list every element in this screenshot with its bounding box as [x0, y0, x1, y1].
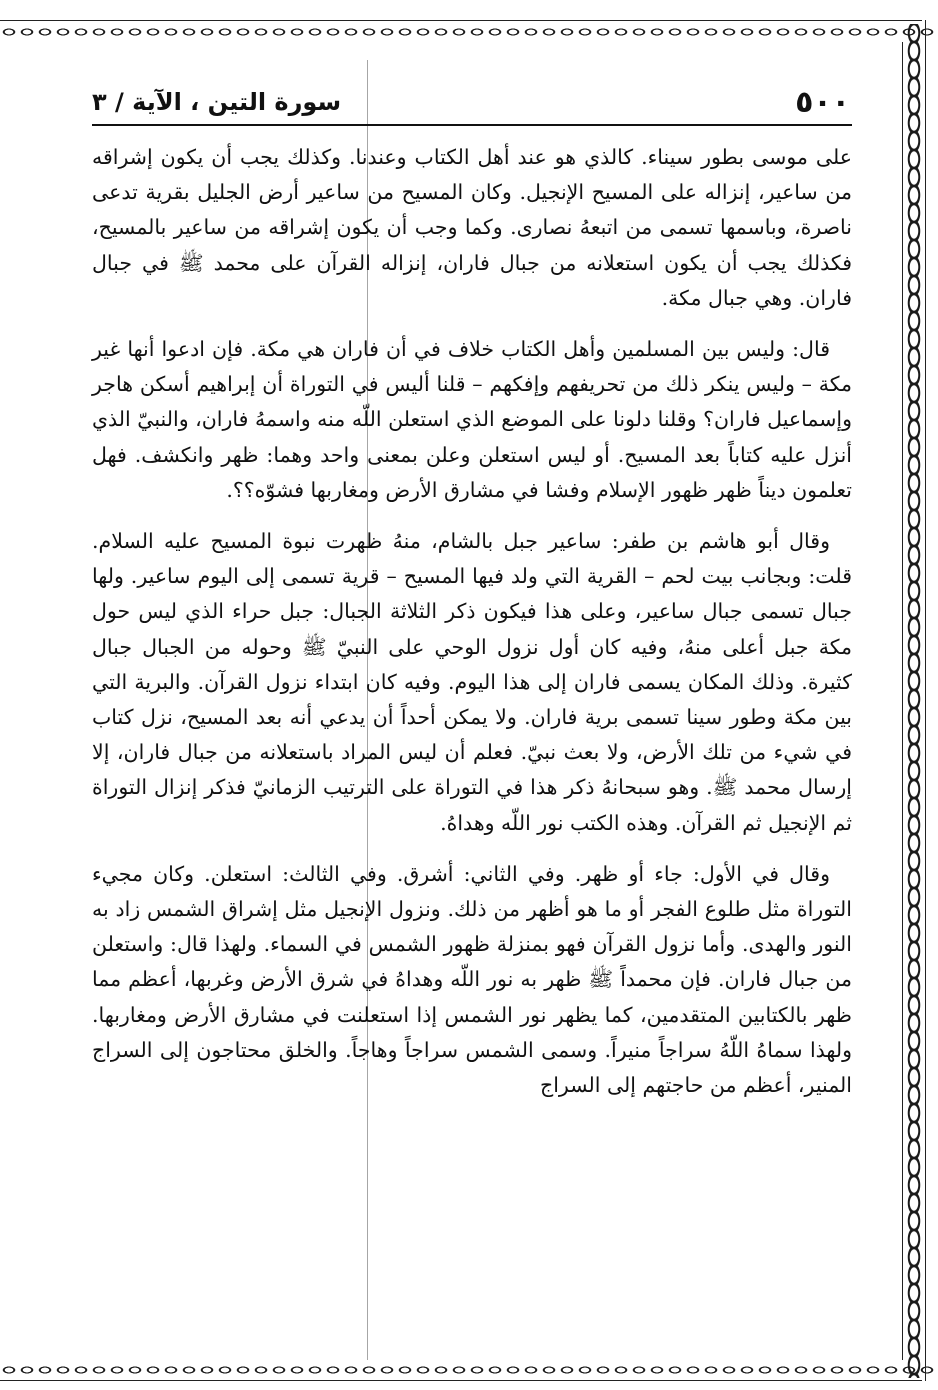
header-rule — [92, 124, 852, 126]
decorative-border-bottom — [0, 1362, 938, 1378]
paragraph-2: قال: وليس بين المسلمين وأهل الكتاب خلاف في أن فاران هي مكة. فإن ادعوا أنها غير مكة – وليس ينكر ذلك من تحريفهم وإفكهم – قلنا أليس في التوراة أن إبراهيم أسكن هاجر وإسماعيل فاران؟ وقلنا دلونا على الموضع الذي استعلن اللّه منه واسمهُ فاران، والنبيّ الذي أنزل عليه كتاباً بعد المسيح. أو ليس استعلن وعلن بمعنى واحد وهما: ظهر وانكشف. فهل تعلمون ديناً ظهر ظهور الإسلام وفشا في مشارق الأرض ومغاربها فشوّه؟؟. — [92, 337, 852, 502]
decorative-border-right — [906, 24, 922, 1378]
paragraph-1: على موسى بطور سيناء. كالذي هو عند أهل الكتاب وعندنا. وكذلك يجب أن يكون إشراقه من ساعير، إنزاله على المسيح الإنجيل. وكان المسيح من ساعير أرض الجليل بقرية تدعى ناصرة، وباسمها تسمى من اتبعهُ نصارى. وكما وجب أن يكون إشراقه من ساعير بالمسيح، فكذلك يجب أن يكون استعلانه من جبال فاران، إنزاله القرآن على محمد ﷺ في جبال فاران. وهي جبال مكة. — [92, 145, 852, 310]
frame-line-right-outer — [925, 20, 926, 1381]
paragraph-4: وقال في الأول: جاء أو ظهر. وفي الثاني: أشرق. وفي الثالث: استعلن. وكان مجيء التوراة مثل طلوع الفجر أو ما هو أظهر من ذلك. ونزول الإنجيل مثل إشراق الشمس زاد به النور والهدى. وأما نزول القرآن فهو بمنزلة ظهور الشمس في السماء. ولهذا قال: واستعلن من جبال فاران. فإن محمداً ﷺ ظهر به نور اللّه وهداهُ في شرق الأرض وغربها، أعظم مما ظهر بالكتابين المتقدمين، كما يظهر نور الشمس إذا استعلنت في مشارق الأرض ومغاربها. ولهذا سماهُ اللّهُ سراجاً منيراً. وسمى الشمس سراجاً وهاجاً. والخلق محتاجون إلى السراج المنير، أعظم من حاجتهم إلى السراج — [92, 861, 852, 1098]
paragraph-3: وقال أبو هاشم بن طفر: ساعير جبل بالشام، منهُ ظهرت نبوة المسيح عليه السلام. قلت: وبجانب بيت لحم – القرية التي ولد فيها المسيح – قرية تسمى إلى اليوم ساعير. ولها جبال تسمى جبال ساعير، وعلى هذا فيكون ذكر الثلاثة الجبال: جبل حراء الذي ليس حول مكة جبل أعلى منهُ، وفيه كان أول نزول الوحي على النبيّ ﷺ وحوله من الجبال جبال كثيرة. وذلك المكان يسمى فاران إلى هذا اليوم. وفيه كان ابتداء نزول القرآن. والبرية التي بين مكة وطور سينا تسمى برية فاران. ولا يمكن أحداً أن يدعي أنه بعد المسيح، نزل كتاب في شيء من تلك الأرض، ولا بعث نبيّ. فعلم أن ليس المراد باستعلانه من جبال فاران، إلا إرسال محمد ﷺ. وهو سبحانهُ ذكر هذا في التوراة على الترتيب الزمانيّ فذكر إنزال التوراة ثم الإنجيل ثم القرآن. وهذه الكتب نور اللّه وهداهُ. — [92, 529, 852, 835]
page-number: ٥٠٠ — [795, 84, 850, 120]
frame-line-top — [0, 20, 922, 21]
frame-line-right-inner — [902, 42, 903, 1360]
frame-line-bottom — [0, 1380, 922, 1381]
page-header — [92, 82, 850, 122]
running-title: سورة التين ، الآية / ٣ — [92, 88, 342, 116]
decorative-border-top — [0, 24, 938, 40]
page-body — [92, 140, 852, 1119]
